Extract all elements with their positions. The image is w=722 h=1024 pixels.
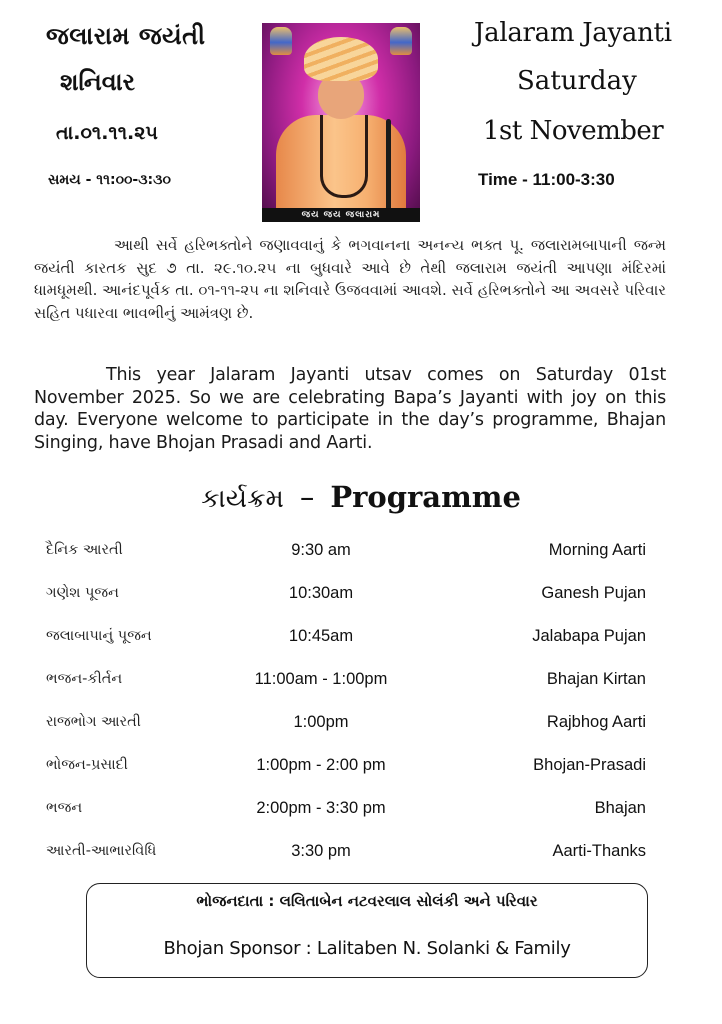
schedule-row (46, 710, 646, 753)
schedule-item-english: Aarti-Thanks (552, 842, 646, 860)
schedule-item-time: 2:00pm - 3:30 pm (256, 799, 386, 817)
schedule-row (46, 753, 646, 796)
schedule-row (46, 581, 646, 624)
schedule-item-gujarati: આરતી-આભારવિધિ (46, 843, 157, 859)
schedule-item-time: 9:30 am (291, 541, 351, 559)
schedule-item-english: Bhajan Kirtan (546, 670, 646, 688)
english-event-time: Time - 11:00-3:30 (478, 170, 615, 189)
gujarati-event-time: સમય - ૧૧:૦૦-૩:૩૦ (48, 172, 171, 188)
sponsor-gujarati: ભોજનદાતા : લલિતાબેન નટવરલાલ સોલંકી અને પરિવાર (196, 892, 538, 910)
gujarati-invitation-text: આથી સર્વે હરિભક્તોને જણાવવાનું કે ભગવાનના અનન્ય ભક્ત પૂ. જલારામબાપાની જન્મ જયંતી કારતક સુદ ૭ તા. ૨૯.૧૦.૨૫ ના બુધવારે આવે છે તેથી જલારામ જયંતી આપણા મંદિરમાં ધામધૂમથી. આનંદપૂર્વક તા. ૦૧-૧૧-૨૫ ના શનિવારે ઉજવવામાં આવશે. સર્વે હરિભક્તોને આ અવસરે પરિવાર સહિત પધારવા ભાવભીનું આમંત્રણ છે. (34, 236, 667, 322)
schedule-item-time: 1:00pm (293, 713, 349, 731)
deity-icon-right (390, 27, 412, 55)
gujarati-event-date: તા.૦૧.૧૧.૨૫ (56, 122, 158, 144)
schedule-item-gujarati: ગણેશ પૂજન (46, 585, 119, 601)
programme-heading-separator: – (299, 480, 315, 514)
schedule-item-gujarati: દૈનિક આરતી (46, 542, 123, 558)
english-event-title: Jalaram Jayanti (474, 18, 672, 48)
schedule-row (46, 538, 646, 581)
schedule-item-english: Rajbhog Aarti (546, 713, 646, 731)
schedule-item-english: Jalabapa Pujan (532, 627, 646, 645)
portrait-caption: જય જય જલારામ (262, 208, 420, 222)
gujarati-event-title: જલારામ જયંતી (46, 22, 206, 50)
schedule-item-time: 10:30am (288, 584, 354, 602)
schedule-row (46, 624, 646, 667)
english-invitation-text: This year Jalaram Jayanti utsav comes on Saturday 01st November 2025. So we are celebrating Bapa’s Jayanti with joy on this day. Everyone welcome to participate in the day’s programme, Bhajan Singing, have Bhojan Prasadi and Aarti. (34, 365, 666, 453)
schedule-item-english: Morning Aarti (548, 541, 646, 559)
gujarati-invitation-paragraph (34, 234, 666, 324)
schedule-item-time: 1:00pm - 2:00 pm (256, 756, 386, 774)
portrait-turban (304, 37, 378, 81)
portrait-staff (386, 119, 391, 211)
schedule-item-time: 11:00am - 1:00pm (254, 670, 388, 688)
jalaram-bapa-portrait (262, 23, 420, 222)
schedule-item-gujarati: ભોજન-પ્રસાદી (46, 757, 128, 773)
english-invitation-paragraph (34, 364, 666, 454)
schedule-item-english: Ganesh Pujan (541, 584, 646, 602)
schedule-row (46, 667, 646, 710)
programme-heading-english: Programme (330, 480, 521, 514)
schedule-item-english: Bhojan-Prasadi (533, 756, 646, 774)
schedule-item-gujarati: ભજન (46, 800, 83, 816)
sponsor-english: Bhojan Sponsor : Lalitaben N. Solanki & Family (163, 938, 571, 959)
english-event-day: Saturday (517, 66, 637, 96)
programme-heading (0, 480, 722, 515)
schedule-row (46, 796, 646, 839)
gujarati-event-day: શનિવાર (60, 68, 136, 96)
schedule-item-gujarati: ભજન-કીર્તન (46, 671, 123, 687)
sponsor-box (86, 883, 648, 978)
schedule-item-time: 10:45am (288, 627, 354, 645)
english-event-date: 1st November (483, 116, 664, 146)
schedule-item-time: 3:30 pm (291, 842, 351, 860)
deity-icon-left (270, 27, 292, 55)
programme-heading-gujarati: કાર્યક્રમ (201, 484, 284, 514)
schedule-item-english: Bhajan (594, 799, 646, 817)
programme-schedule (46, 538, 646, 882)
schedule-item-gujarati: જલાબાપાનું પૂજન (46, 628, 152, 644)
portrait-mala (320, 115, 368, 198)
schedule-row (46, 839, 646, 882)
schedule-item-gujarati: રાજભોગ આરતી (46, 714, 141, 730)
